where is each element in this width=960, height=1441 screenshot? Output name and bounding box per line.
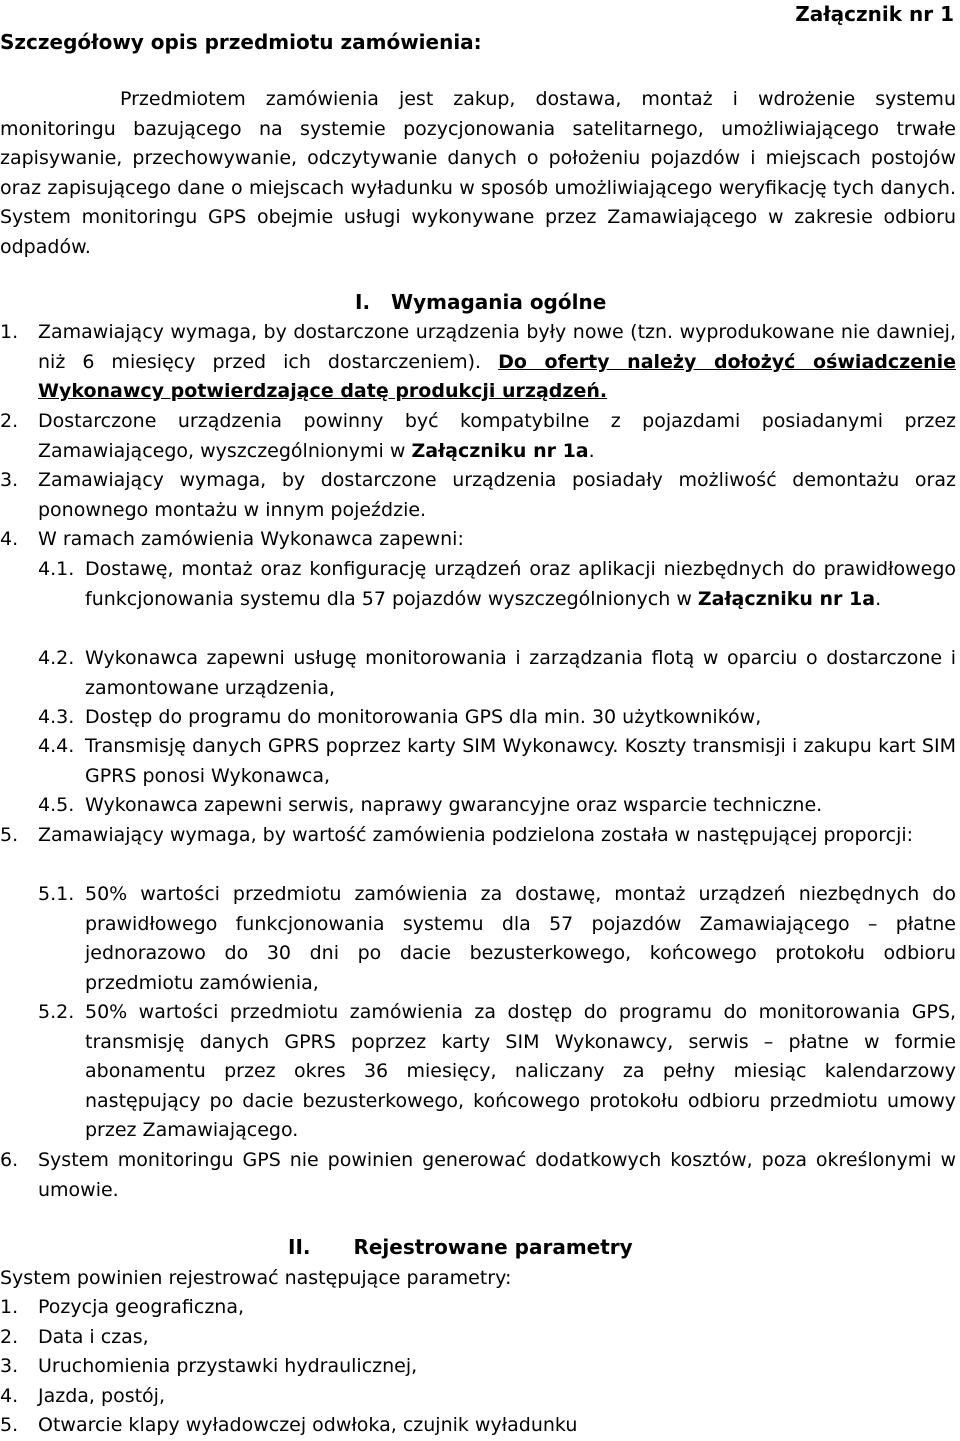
list-item-4-4 (0, 732, 956, 791)
list-text: Transmisję danych GPRS poprzez karty SIM Wykonawcy. Koszty transmisji i zakupu kart SIM GPRS ponosi Wykonawca, (85, 735, 956, 787)
list-text (85, 555, 956, 614)
param-item-5 (0, 1411, 956, 1441)
item-text-end: . (588, 439, 595, 462)
list-item-4-1 (0, 555, 956, 614)
list-number: 5. (0, 1414, 19, 1436)
list-text: W ramach zamówienia Wykonawca zapewni: (38, 528, 464, 550)
section-1-heading (355, 290, 606, 314)
item-emphasis: Załączniku nr 1a (411, 439, 589, 462)
list-number: 4.3. (38, 706, 75, 728)
list-text: Dostęp do programu do monitorowania GPS dla min. 30 użytkowników, (85, 706, 762, 728)
list-text: Otwarcie klapy wyładowczej odwłoka, czujnik wyładunku (38, 1414, 578, 1436)
list-text: Pozycja geograficzna, (38, 1296, 245, 1318)
list-number: 1. (0, 1296, 19, 1318)
list-text: Zamawiający wymaga, by dostarczone urządzenia posiadały możliwość demontażu oraz ponownego montażu w innym pojeździe. (38, 469, 956, 521)
list-item-5-2 (0, 998, 956, 1146)
list-number: 4.5. (38, 794, 75, 816)
list-text: Zamawiający wymaga, by wartość zamówienia podzielona została w następującej proporcji: (38, 824, 914, 846)
section-2-heading (288, 1235, 633, 1259)
list-text: Data i czas, (38, 1326, 149, 1348)
section-1-number: I. (355, 290, 371, 314)
param-item-1 (0, 1293, 956, 1323)
item-text: Dostarczone urządzenia powinny być kompatybilne z pojazdami posiadanymi przez Zamawiającego, wyszczególnionymi w (38, 410, 956, 462)
param-item-4 (0, 1382, 956, 1412)
list-number: 4.2. (38, 647, 75, 669)
list-text: Jazda, postój, (38, 1385, 165, 1407)
list-item-4-3 (0, 703, 956, 733)
list-item-3 (0, 466, 956, 525)
list-number: 1. (0, 321, 19, 343)
list-number: 2. (0, 410, 19, 432)
list-text: 50% wartości przedmiotu zamówienia za dostawę, montaż urządzeń niezbędnych do prawidłowego funkcjonowania systemu dla 57 pojazdów Zamawiającego – płatne jednorazowo do 30 dni po dacie bezusterkowego, końcowego protokołu odbioru przedmiotu zamówienia, (85, 883, 956, 994)
list-number: 3. (0, 1355, 19, 1377)
list-item-5-1 (0, 880, 956, 998)
list-text: Wykonawca zapewni usługę monitorowania i zarządzania flotą w oparciu o dostarczone i zamontowane urządzenia, (85, 647, 956, 699)
list-item-5 (0, 821, 956, 851)
list-number: 5. (0, 824, 19, 846)
list-item-6 (0, 1146, 956, 1205)
item-text: Zamawiający wymaga, by dostarczone urządzenia były nowe (tzn. wyprodukowane nie dawniej, niż 6 miesięcy przed ich dostarczeniem). (38, 321, 956, 373)
list-item-4-5 (0, 791, 956, 821)
list-number: 6. (0, 1149, 19, 1171)
list-number: 4. (0, 528, 19, 550)
document-title: Szczegółowy opis przedmiotu zamówienia: (0, 30, 482, 54)
list-text: System monitoringu GPS nie powinien generować dodatkowych kosztów, poza określonymi w umowie. (38, 1149, 956, 1201)
section-2-number: II. (288, 1235, 311, 1259)
section-2-lead: System powinien rejestrować następujące parametry: (0, 1267, 512, 1289)
section-2-title: Rejestrowane parametry (353, 1235, 633, 1259)
list-number: 5.1. (38, 883, 75, 905)
list-text: Uruchomienia przystawki hydraulicznej, (38, 1355, 418, 1377)
item-text-end: . (875, 587, 882, 610)
list-item-1 (0, 318, 956, 407)
section-1-title: Wymagania ogólne (391, 290, 607, 314)
list-item-4 (0, 525, 956, 555)
list-text: Wykonawca zapewni serwis, naprawy gwarancyjne oraz wsparcie techniczne. (85, 794, 823, 816)
list-number: 2. (0, 1326, 19, 1348)
param-item-3 (0, 1352, 956, 1382)
item-emphasis: Załączniku nr 1a (697, 587, 876, 610)
intro-paragraph: Przedmiotem zamówienia jest zakup, dostawa, montaż i wdrożenie systemu monitoringu bazującego na systemie pozycjonowania satelitarnego, umożliwiającego trwałe zapisywanie, przechowywanie, odczytywanie danych o położeniu pojazdów i miejscach postojów oraz zapisującego dane o miejscach wyładunku w sposób umożliwiającego weryfikację tych danych. System monitoringu GPS obejmie usługi wykonywane przez Zamawiającego w zakresie odbioru odpadów. (0, 88, 956, 258)
param-item-2 (0, 1323, 956, 1353)
item-text: Dostawę, montaż oraz konfigurację urządzeń oraz aplikacji niezbędnych do prawidłowego funkcjonowania systemu dla 57 pojazdów wyszczególnionych w (85, 558, 956, 610)
list-item-2 (0, 407, 956, 466)
list-text: 50% wartości przedmiotu zamówienia za dostęp do programu do monitorowania GPS, transmisję danych GPRS poprzez karty SIM Wykonawcy, serwis – płatne w formie abonamentu przez okres 36 miesięcy, naliczany za pełny miesiąc kalendarzowy następujący po dacie bezusterkowego, końcowego protokołu odbioru przedmiotu umowy przez Zamawiającego. (85, 1001, 956, 1142)
list-text (38, 407, 956, 466)
attachment-label: Załącznik nr 1 (795, 2, 954, 26)
list-number: 4.4. (38, 735, 75, 757)
list-item-4-2 (0, 644, 956, 703)
item-emphasis: Do oferty należy dołożyć oświadczenie Wykonawcy potwierdzające datę produkcji urządzeń. (38, 350, 957, 403)
list-number: 4.1. (38, 558, 75, 580)
list-number: 5.2. (38, 1001, 75, 1023)
list-number: 4. (0, 1385, 19, 1407)
list-number: 3. (0, 469, 19, 491)
list-text (38, 318, 956, 407)
